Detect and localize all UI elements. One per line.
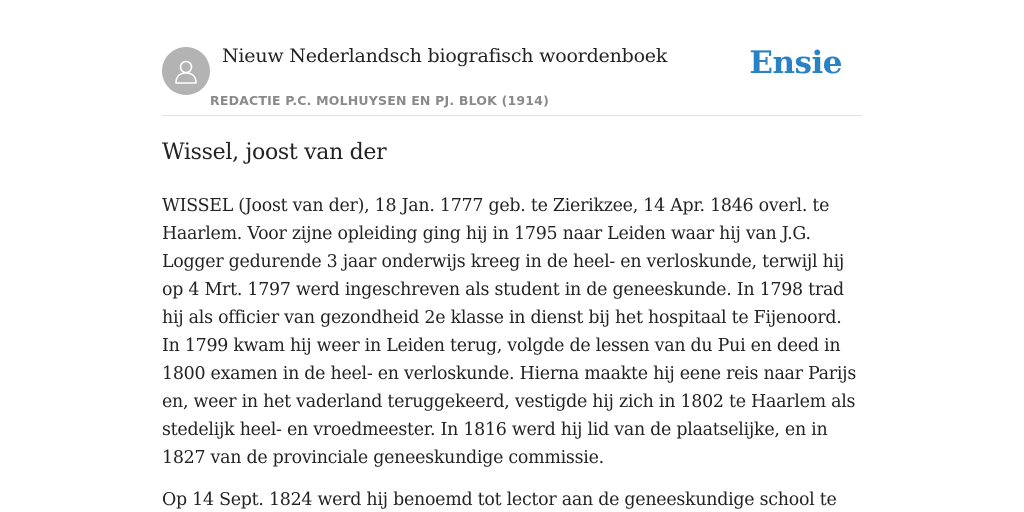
user-avatar-icon[interactable] xyxy=(162,47,210,95)
person-icon xyxy=(171,56,201,86)
entry-paragraph: Op 14 Sept. 1824 werd hij benoemd tot lector aan de geneeskundige school te xyxy=(162,490,837,510)
book-title[interactable]: Nieuw Nederlandsch biografisch woordenboek xyxy=(222,45,668,67)
entry-title: Wissel, joost van der xyxy=(162,140,387,165)
header xyxy=(162,0,862,116)
entry-body xyxy=(162,192,862,512)
entry-paragraph: WISSEL (Joost van der), 18 Jan. 1777 geb. te Zierikzee, 14 Apr. 1846 overl. te Haarlem. Voor zijne opleiding ging hij in 1795 naar Leiden waar hij van J.G. Logger gedurende 3 jaar onderwijs kreeg in de heel- en verloskunde, terwijl hij op 4 Mrt. 1797 werd ingeschreven als student in de geneeskunde. In 1798 trad hij als officier van gezondheid 2e klasse in dienst bij het hospitaal te Fijenoord. In 1799 kwam hij weer in Leiden terug, volgde de lessen van du Pui en deed in 1800 examen in de heel- en verloskunde. Hierna maakte hij eene reis naar Parijs en, weer in het vaderland teruggekeerd, vestigde hij zich in 1802 te Haarlem als stedelijk heel- en vroedmeester. In 1816 werd hij lid van de plaatselijke, en in 1827 van de provinciale geneeskundige commissie. xyxy=(162,196,856,468)
ensie-logo[interactable]: Ensie xyxy=(749,45,842,81)
book-editors: REDACTIE P.C. MOLHUYSEN EN PJ. BLOK (1914) xyxy=(210,93,549,108)
